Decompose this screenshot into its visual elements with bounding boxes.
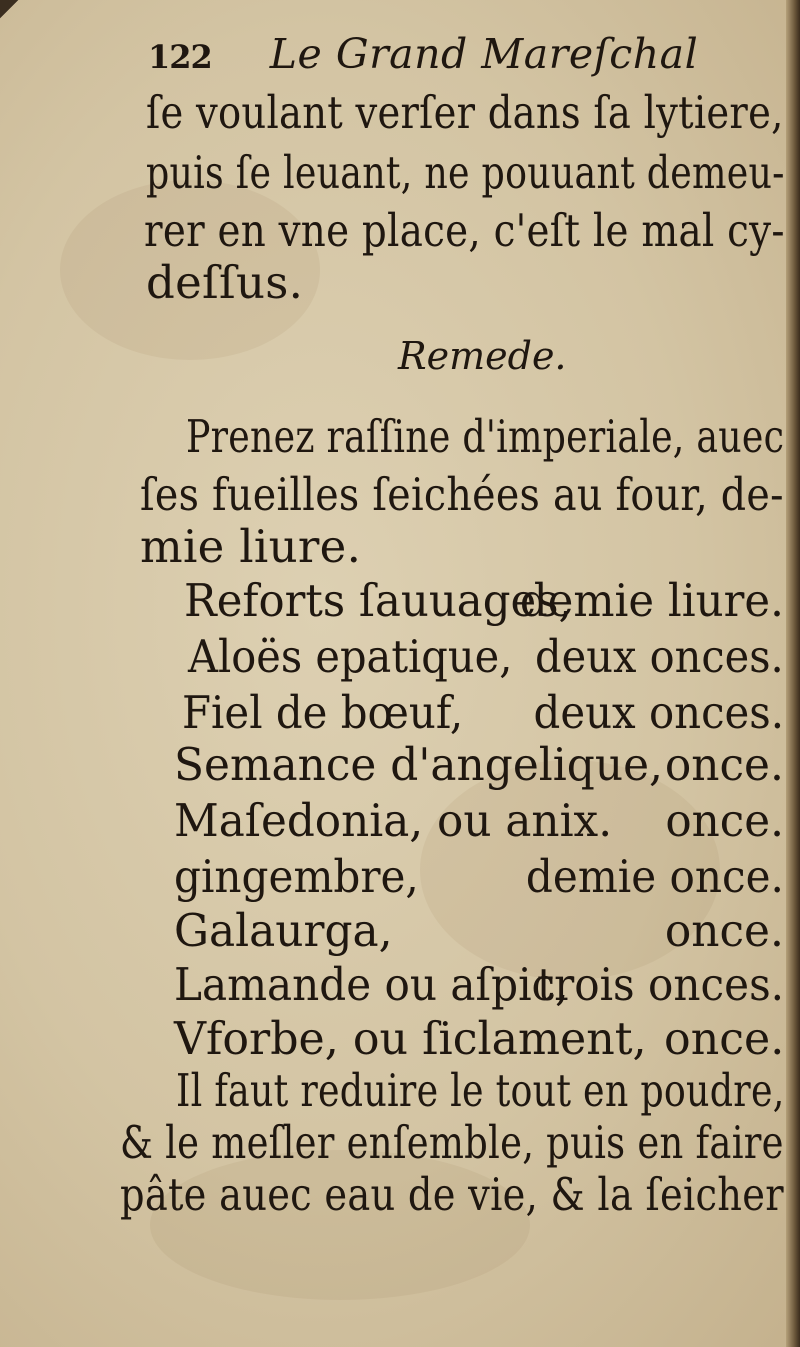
text-line: ſe voulant verſer dans ſa lytiere, (146, 86, 784, 139)
ingredient-name: Vforbe, ou ſiclament, (174, 1012, 647, 1065)
ingredient-quantity: trois onces. (537, 958, 785, 1011)
text-line: rer en vne place, c'eſt le mal cy- (144, 204, 785, 257)
page-gutter (786, 0, 800, 1347)
ingredient-quantity: once. (665, 794, 785, 847)
ingredient-quantity: demie liure. (519, 574, 784, 627)
ingredient-name: Aloës epatique, (188, 630, 513, 683)
text-line: Prenez raſſine d'imperiale, auec (186, 410, 785, 463)
ingredient-name: Fiel de bœuf, (182, 686, 464, 739)
text-line: puis ſe leuant, ne pouuant demeu- (146, 146, 785, 199)
page-corner-shadow (0, 0, 20, 40)
running-title: Le Grand Mareſchal (269, 30, 699, 78)
ingredient-quantity: once. (664, 738, 784, 791)
ingredient-quantity: deux onces. (535, 630, 784, 683)
ingredient-quantity: deux onces. (533, 686, 785, 739)
ingredient-name: Lamande ou aſpic, (174, 958, 569, 1011)
ingredient-name: Maſedonia, ou anix. (174, 794, 613, 847)
ingredient-quantity: once. (664, 1012, 785, 1065)
ingredient-name: Galaurga, (174, 904, 393, 957)
ingredient-name: Reforts ſauuages, (184, 574, 573, 627)
ingredient-name: gingembre, (174, 850, 419, 903)
text-line: & le meſler enſemble, puis en faire (120, 1116, 784, 1169)
text-line: pâte auec eau de vie, & la ſeicher (120, 1168, 784, 1221)
text-line: deſſus. (146, 256, 304, 309)
section-heading: Remede. (398, 334, 567, 378)
text-line: mie liure. (140, 520, 362, 573)
running-header (148, 30, 698, 90)
text-line: ſes fueilles ſeichées au four, de- (140, 468, 784, 521)
ingredient-quantity: once. (664, 904, 784, 957)
ingredient-name: Semance d'angelique, (174, 738, 663, 791)
ingredient-quantity: demie once. (525, 850, 784, 903)
page-number: 122 (148, 38, 212, 76)
text-line: Il faut reduire le tout en poudre, (176, 1064, 785, 1117)
